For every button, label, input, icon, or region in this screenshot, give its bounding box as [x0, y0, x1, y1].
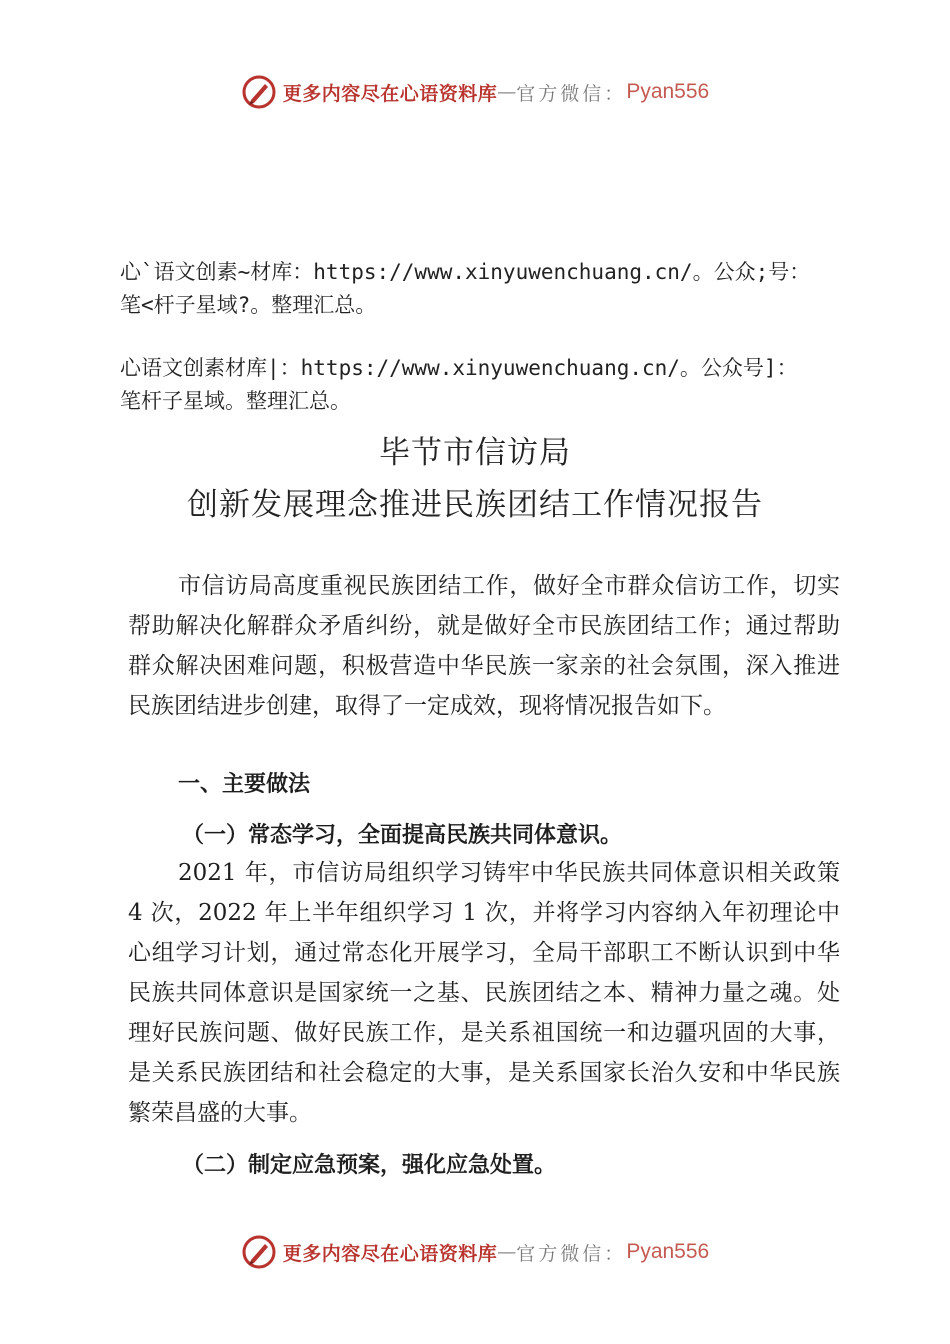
subsection-heading-2: （二）制定应急预案，强化应急处置。 [182, 1153, 557, 1178]
study-paragraph: 2021 年，市信访局组织学习铸牢中华民族共同体意识相关政策 4 次，2022 年上半年组织学习 1 次，并将学习内容纳入年初理论中心组学习计划，通过常态化开展学习，全局干部职工不断认识到中华民族共同体意识是国家统一之基、民族团结之本、精神力量之魂。处理好民族问题、做好民族工作，是关系祖国统一和边疆巩固的大事，是关系民族团结和社会稳定的大事，是关系国家长治久安和中华民族繁荣昌盛的大事。 [128, 860, 840, 1126]
header-banner [0, 72, 950, 112]
banner-separator: — [497, 1241, 517, 1263]
source-note-1 [120, 256, 880, 322]
banner-main-text: 更多内容尽在心语资料库 [282, 82, 498, 105]
banner-wechat-id: Pyan556 [626, 1240, 710, 1263]
banner-wechat-label: 官方微信： [516, 1242, 627, 1265]
source-note-1-line2: 笔<杆子星域?。整理汇总。 [120, 293, 377, 317]
pen-logo-icon [241, 1234, 277, 1270]
subsection-heading-1: （一）常态学习，全面提高民族共同体意识。 [182, 823, 623, 848]
footer-banner [0, 1232, 950, 1272]
banner-separator: — [497, 81, 517, 103]
banner-main-text: 更多内容尽在心语资料库 [282, 1242, 498, 1265]
source-note-2-line1: 心语文创素材库|：https://www.xinyuwenchuang.cn/。公众号]： [120, 356, 798, 380]
banner-wechat-id: Pyan556 [626, 80, 710, 103]
pen-logo-icon [241, 74, 277, 110]
document-title-line2: 创新发展理念推进民族团结工作情况报告 [187, 487, 763, 523]
banner-wechat-label: 官方微信： [516, 82, 627, 105]
section-heading-main-practices: 一、主要做法 [178, 772, 311, 797]
document-title-line1: 毕节市信访局 [379, 435, 571, 471]
source-note-2-line2: 笔杆子星域。整理汇总。 [120, 389, 351, 413]
source-note-1-line1: 心`语文创素~材库：https://www.xinyuwenchuang.cn/。公众;号： [120, 260, 811, 284]
intro-paragraph: 市信访局高度重视民族团结工作，做好全市群众信访工作，切实帮助解决化解群众矛盾纠纷，就是做好全市民族团结工作；通过帮助群众解决困难问题，积极营造中华民族一家亲的社会氛围，深入推进民族团结进步创建，取得了一定成效，现将情况报告如下。 [128, 573, 840, 719]
source-note-2 [120, 352, 880, 418]
